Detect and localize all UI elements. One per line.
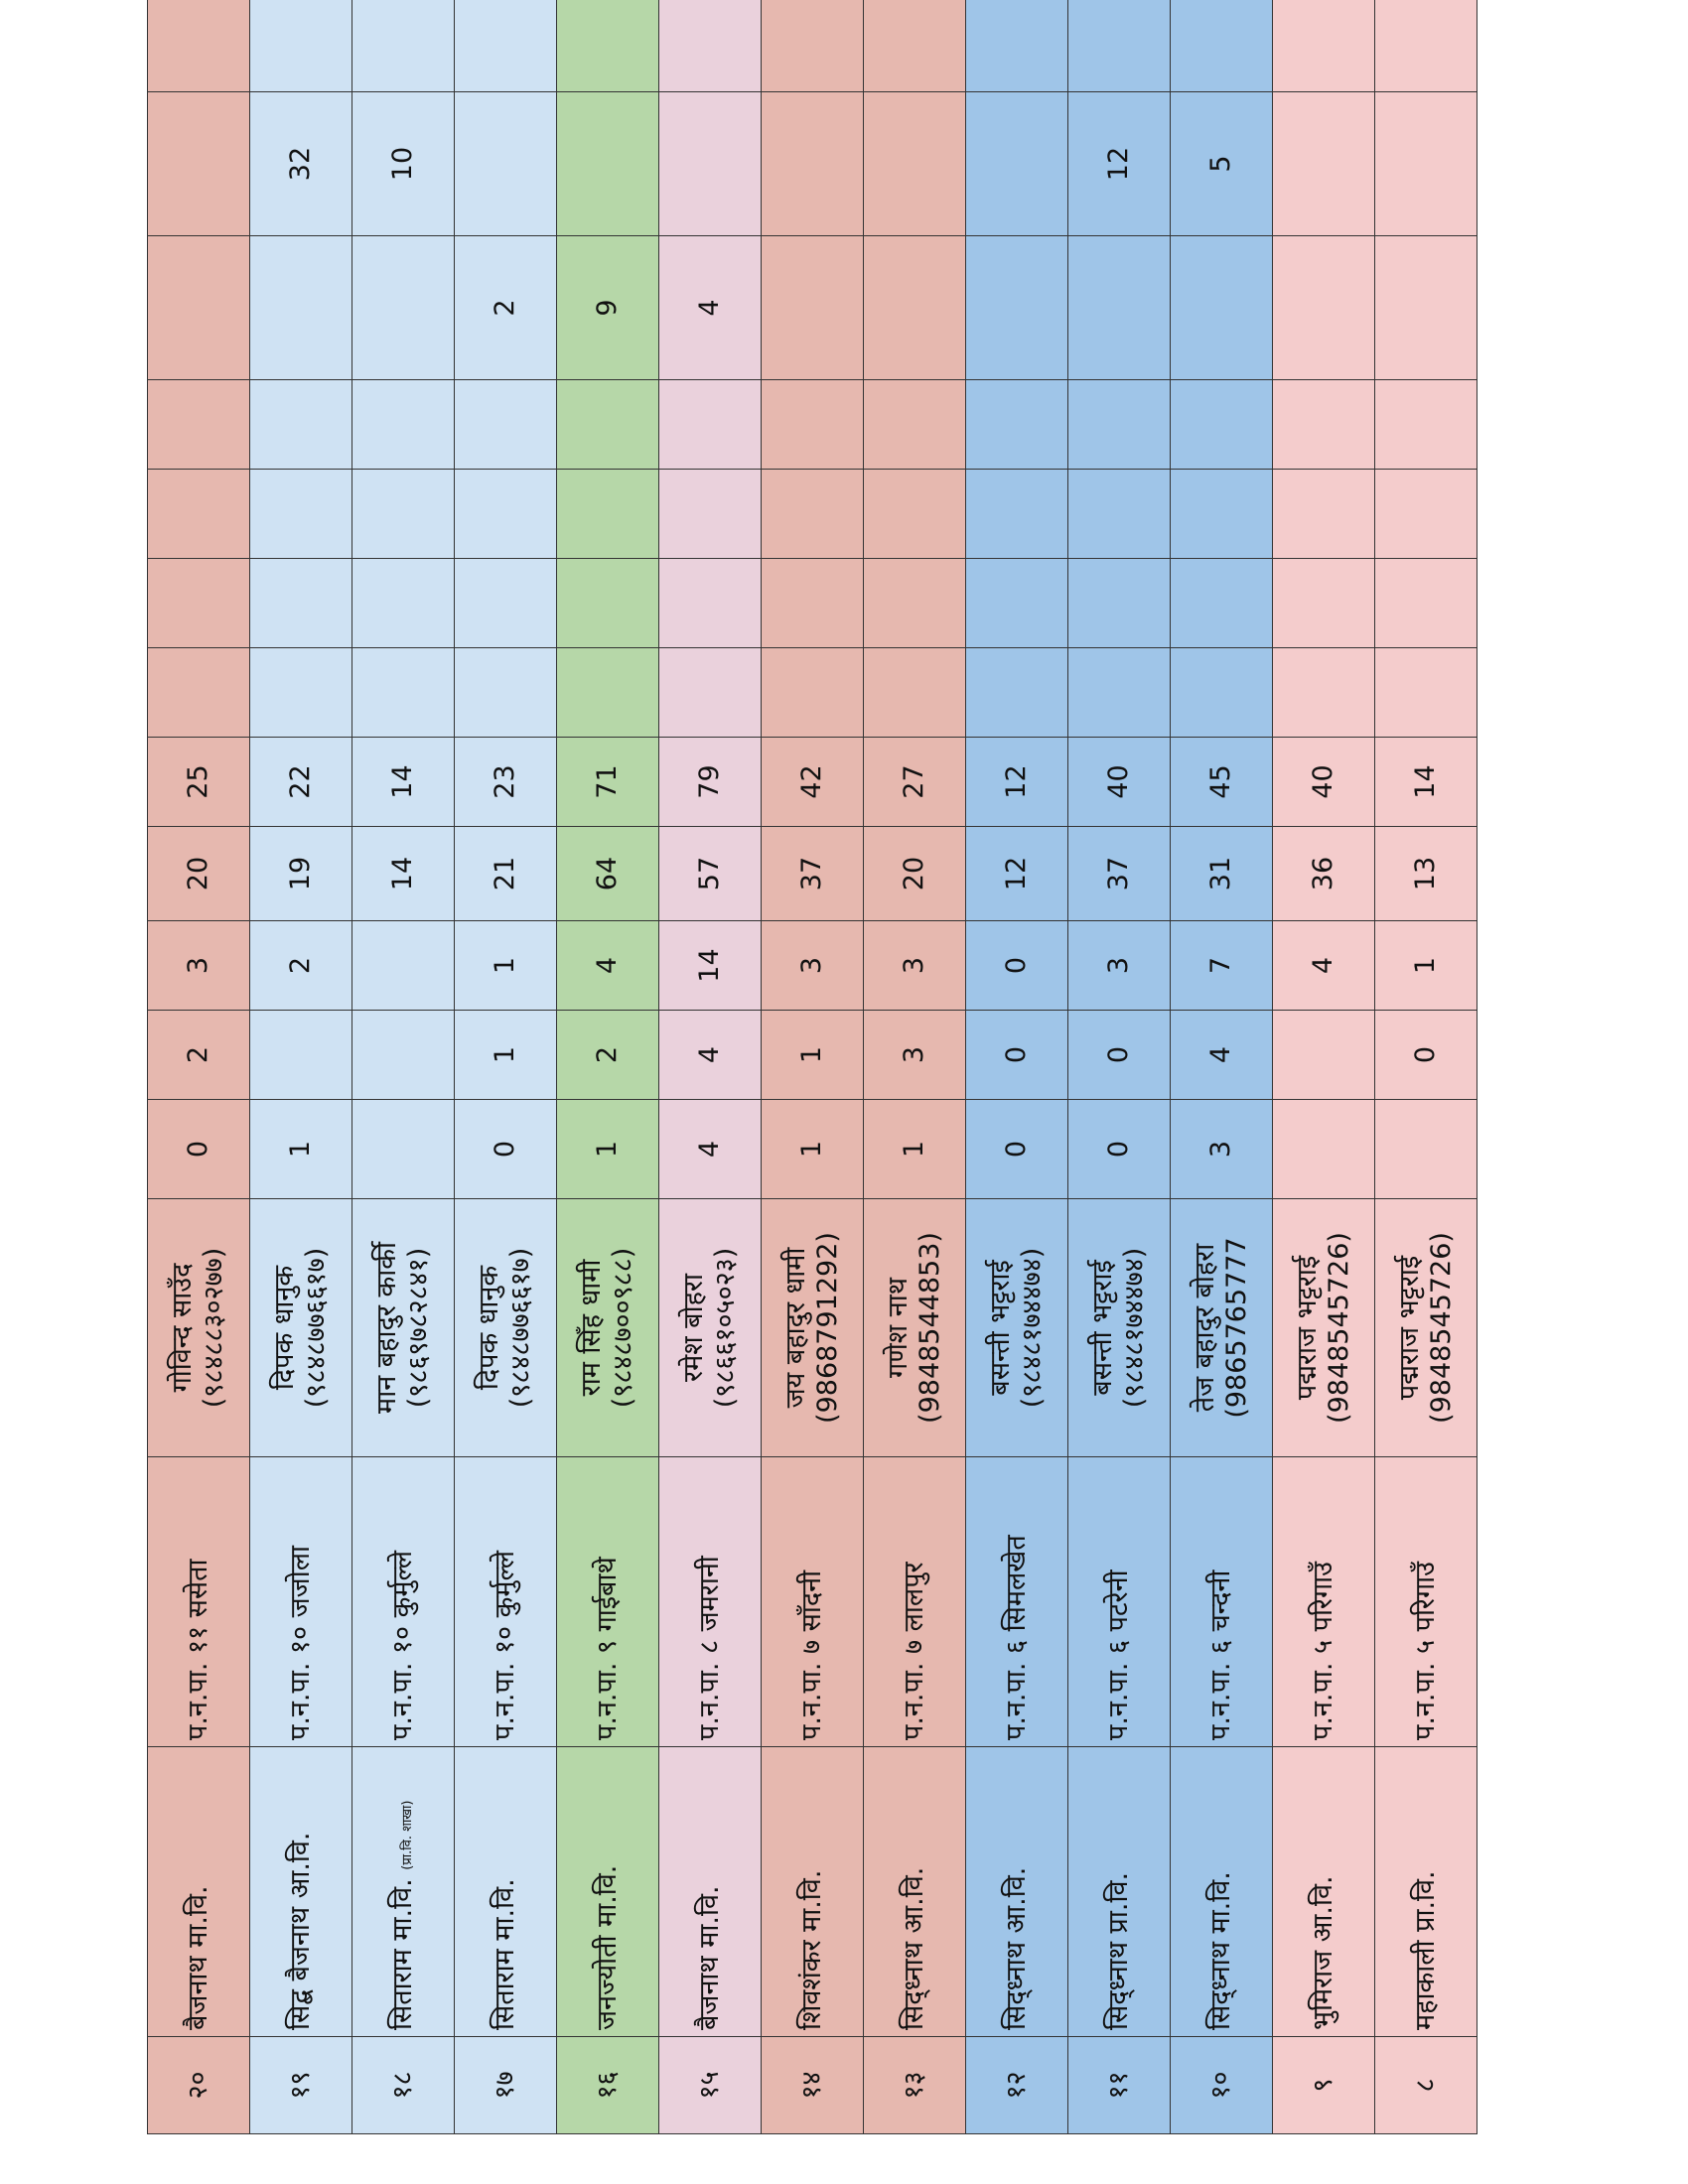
contact-phone: (9868791292) — [812, 1232, 843, 1424]
value-cell-c3: 1 — [1375, 921, 1477, 1011]
school-name-cell — [966, 1747, 1068, 2037]
value-cell-c12 — [1068, 0, 1171, 92]
value-cell-c10 — [966, 236, 1068, 380]
value-cell-c7 — [1375, 559, 1477, 648]
table-row — [1068, 0, 1171, 2134]
value-cell-c12 — [1171, 0, 1273, 92]
value-cell-c9 — [762, 380, 864, 470]
value-cell-c11: 12 — [1068, 92, 1171, 236]
value-cell-c5: 14 — [352, 738, 455, 827]
value-cell-c2: 1 — [762, 1011, 864, 1100]
value-cell-c4: 57 — [659, 827, 762, 921]
value-cell-c8 — [557, 470, 659, 559]
value-cell-c8 — [352, 470, 455, 559]
value-cell-c4: 37 — [1068, 827, 1171, 921]
address-cell: प.न.पा. ७ लालपुर — [864, 1457, 966, 1747]
value-cell-c9 — [1375, 380, 1477, 470]
contact-name: तेज बहादुर बोहरा — [1189, 1243, 1220, 1413]
address-cell: प.न.पा. ८ जमरानी — [659, 1457, 762, 1747]
value-cell-c8 — [1273, 470, 1375, 559]
contact-cell — [762, 1199, 864, 1457]
address-cell: प.न.पा. १० कुर्मुल्ले — [352, 1457, 455, 1747]
value-cell-c3: 3 — [148, 921, 250, 1011]
value-cell-c9 — [148, 380, 250, 470]
value-cell-c2: 0 — [1375, 1011, 1477, 1100]
value-cell-c4: 37 — [762, 827, 864, 921]
serial-number-cell: १० — [1171, 2037, 1273, 2134]
school-name: बैजनाथ मा.वि. — [182, 1885, 213, 2030]
contact-cell — [1171, 1199, 1273, 1457]
table-row — [864, 0, 966, 2134]
serial-number-cell: ९ — [1273, 2037, 1375, 2134]
value-cell-c9 — [352, 380, 455, 470]
value-cell-c6 — [1375, 648, 1477, 738]
value-cell-c11 — [1273, 92, 1375, 236]
value-cell-c12 — [864, 0, 966, 92]
value-cell-c6 — [1273, 648, 1375, 738]
value-cell-c11 — [864, 92, 966, 236]
value-cell-c6 — [1171, 648, 1273, 738]
value-cell-c1: 1 — [250, 1100, 352, 1199]
value-cell-c8 — [1068, 470, 1171, 559]
value-cell-c2: 2 — [148, 1011, 250, 1100]
value-cell-c4: 14 — [352, 827, 455, 921]
value-cell-c10 — [1375, 236, 1477, 380]
school-name: सिद्ध्नाथ मा.वि. — [1204, 1871, 1236, 2030]
value-cell-c12 — [659, 0, 762, 92]
address-cell: प.न.पा. ६ सिमलखेत — [966, 1457, 1068, 1747]
value-cell-c3: 1 — [455, 921, 557, 1011]
value-cell-c7 — [762, 559, 864, 648]
address-cell: प.न.पा. ६ चन्दनी — [1171, 1457, 1273, 1747]
value-cell-c9 — [1273, 380, 1375, 470]
value-cell-c1: 0 — [966, 1100, 1068, 1199]
table-row — [557, 0, 659, 2134]
value-cell-c3: 3 — [1068, 921, 1171, 1011]
value-cell-c4: 31 — [1171, 827, 1273, 921]
value-cell-c12 — [557, 0, 659, 92]
value-cell-c9 — [864, 380, 966, 470]
value-cell-c7 — [557, 559, 659, 648]
school-name-cell — [864, 1747, 966, 2037]
value-cell-c6 — [250, 648, 352, 738]
table-row — [659, 0, 762, 2134]
serial-number-cell: १३ — [864, 2037, 966, 2134]
contact-phone: (९८६६१०५०२३) — [710, 1247, 741, 1409]
value-cell-c12 — [1375, 0, 1477, 92]
value-cell-c7 — [250, 559, 352, 648]
contact-name: दिपक धानुक — [268, 1265, 300, 1391]
value-cell-c11 — [557, 92, 659, 236]
value-cell-c6 — [659, 648, 762, 738]
serial-number-cell: ११ — [1068, 2037, 1171, 2134]
school-name: महाकाली प्रा.वि. — [1409, 1870, 1441, 2030]
contact-cell — [1375, 1199, 1477, 1457]
value-cell-c5: 42 — [762, 738, 864, 827]
value-cell-c4: 64 — [557, 827, 659, 921]
value-cell-c5: 71 — [557, 738, 659, 827]
address-cell: प.न.पा. ६ पटरेनी — [1068, 1457, 1171, 1747]
value-cell-c6 — [864, 648, 966, 738]
value-cell-c1 — [1273, 1100, 1375, 1199]
school-name-cell — [659, 1747, 762, 2037]
school-name-cell — [557, 1747, 659, 2037]
value-cell-c7 — [659, 559, 762, 648]
school-name: सिद्ध्नाथ आ.वि. — [1000, 1866, 1032, 2030]
contact-cell — [148, 1199, 250, 1457]
value-cell-c2: 3 — [864, 1011, 966, 1100]
value-cell-c8 — [659, 470, 762, 559]
contact-cell — [352, 1199, 455, 1457]
address-cell: प.न.पा. ११ ससेता — [148, 1457, 250, 1747]
value-cell-c2: 0 — [966, 1011, 1068, 1100]
school-name-cell — [1068, 1747, 1171, 2037]
value-cell-c1: 0 — [455, 1100, 557, 1199]
value-cell-c11: 32 — [250, 92, 352, 236]
contact-cell — [659, 1199, 762, 1457]
serial-number-cell: ८ — [1375, 2037, 1477, 2134]
table-row — [1171, 0, 1273, 2134]
value-cell-c6 — [455, 648, 557, 738]
value-cell-c10 — [864, 236, 966, 380]
table-row — [1273, 0, 1375, 2134]
contact-name: गणेश नाथ — [882, 1278, 914, 1378]
serial-number-cell: १४ — [762, 2037, 864, 2134]
value-cell-c8 — [1171, 470, 1273, 559]
value-cell-c11 — [1375, 92, 1477, 236]
school-name: सिद्ध्नाथ आ.वि. — [898, 1866, 929, 2030]
value-cell-c7 — [966, 559, 1068, 648]
value-cell-c10 — [250, 236, 352, 380]
value-cell-c3: 3 — [864, 921, 966, 1011]
serial-number-cell: १५ — [659, 2037, 762, 2134]
value-cell-c9 — [966, 380, 1068, 470]
table-row — [352, 0, 455, 2134]
value-cell-c10 — [1273, 236, 1375, 380]
value-cell-c1: 1 — [864, 1100, 966, 1199]
table-row — [1375, 0, 1477, 2134]
value-cell-c1: 1 — [557, 1100, 659, 1199]
value-cell-c11 — [148, 92, 250, 236]
serial-number-cell: १६ — [557, 2037, 659, 2134]
school-name: शिवशंकर मा.वि. — [795, 1869, 827, 2030]
value-cell-c10: 2 — [455, 236, 557, 380]
contact-name: पद्मराज भट्टराई — [1291, 1255, 1323, 1401]
contact-cell — [557, 1199, 659, 1457]
value-cell-c4: 20 — [864, 827, 966, 921]
value-cell-c7 — [352, 559, 455, 648]
contact-name: राम सिँह धामी — [575, 1259, 607, 1397]
value-cell-c7 — [1068, 559, 1171, 648]
value-cell-c5: 23 — [455, 738, 557, 827]
value-cell-c5: 45 — [1171, 738, 1273, 827]
value-cell-c1: 0 — [148, 1100, 250, 1199]
value-cell-c7 — [1273, 559, 1375, 648]
contact-phone: (९८४८७७६६१७) — [505, 1247, 536, 1409]
contact-phone: (9865765777 — [1221, 1237, 1252, 1419]
school-name: भुमिराज आ.वि. — [1307, 1875, 1338, 2030]
value-cell-c6 — [762, 648, 864, 738]
value-cell-c5: 40 — [1273, 738, 1375, 827]
value-cell-c3: 4 — [557, 921, 659, 1011]
value-cell-c6 — [1068, 648, 1171, 738]
address-cell: प.न.पा. ७ साँदनी — [762, 1457, 864, 1747]
table-row — [250, 0, 352, 2134]
contact-phone: (9848545726) — [1324, 1232, 1354, 1424]
contact-name: पद्मराज भट्टराई — [1393, 1255, 1425, 1401]
school-name-cell — [762, 1747, 864, 2037]
school-name: सिद्ध्नाथ प्रा.वि. — [1102, 1871, 1134, 2030]
contact-phone: (९८६९७८२८४१) — [403, 1247, 434, 1409]
value-cell-c7 — [148, 559, 250, 648]
address-cell: प.न.पा. ५ परिगाउँ — [1273, 1457, 1375, 1747]
contact-name: जय बहादुर धामी — [779, 1247, 811, 1409]
school-name-cell — [1273, 1747, 1375, 2037]
value-cell-c5: 22 — [250, 738, 352, 827]
school-name: सिद्ब बैजनाथ आ.वि. — [284, 1832, 316, 2030]
address-cell: प.न.पा. ५ परिगाउँ — [1375, 1457, 1477, 1747]
contact-cell — [864, 1199, 966, 1457]
value-cell-c5: 25 — [148, 738, 250, 827]
value-cell-c2: 4 — [1171, 1011, 1273, 1100]
value-cell-c12 — [455, 0, 557, 92]
value-cell-c12 — [966, 0, 1068, 92]
value-cell-c4: 13 — [1375, 827, 1477, 921]
contact-phone: (९८४८१७४४७४) — [1119, 1247, 1150, 1409]
contact-name: बसन्ती भट्टराई — [984, 1260, 1016, 1396]
address-cell: प.न.पा. १० जजोला — [250, 1457, 352, 1747]
contact-phone: (९८४८७७६६१७) — [301, 1247, 332, 1409]
school-data-table — [147, 0, 1477, 2134]
value-cell-c11 — [455, 92, 557, 236]
value-cell-c2 — [352, 1011, 455, 1100]
value-cell-c8 — [864, 470, 966, 559]
value-cell-c1: 4 — [659, 1100, 762, 1199]
table-row — [762, 0, 864, 2134]
value-cell-c3: 7 — [1171, 921, 1273, 1011]
value-cell-c5: 14 — [1375, 738, 1477, 827]
value-cell-c7 — [864, 559, 966, 648]
value-cell-c4: 19 — [250, 827, 352, 921]
value-cell-c9 — [1068, 380, 1171, 470]
school-name-cell — [352, 1747, 455, 2037]
value-cell-c10 — [1171, 236, 1273, 380]
value-cell-c11: 10 — [352, 92, 455, 236]
rotated-page — [147, 146, 1477, 2134]
value-cell-c3: 2 — [250, 921, 352, 1011]
contact-cell — [966, 1199, 1068, 1457]
contact-phone: (9848545726) — [1426, 1232, 1457, 1424]
school-name-cell — [1171, 1747, 1273, 2037]
value-cell-c5: 27 — [864, 738, 966, 827]
value-cell-c9 — [455, 380, 557, 470]
value-cell-c2: 1 — [455, 1011, 557, 1100]
contact-name: रमेश बोहरा — [677, 1274, 709, 1382]
school-name: सिताराम मा.वि. — [386, 1878, 418, 2030]
contact-cell — [1273, 1199, 1375, 1457]
school-name: जनज्योती मा.वि. — [591, 1864, 623, 2030]
school-name-cell — [455, 1747, 557, 2037]
value-cell-c6 — [148, 648, 250, 738]
value-cell-c5: 12 — [966, 738, 1068, 827]
value-cell-c9 — [659, 380, 762, 470]
value-cell-c2: 0 — [1068, 1011, 1171, 1100]
school-note: (प्रा.वि. शाखा) — [399, 1800, 415, 1870]
table-row — [455, 0, 557, 2134]
value-cell-c2: 2 — [557, 1011, 659, 1100]
value-cell-c12 — [1273, 0, 1375, 92]
serial-number-cell: १२ — [966, 2037, 1068, 2134]
value-cell-c8 — [250, 470, 352, 559]
value-cell-c9 — [250, 380, 352, 470]
value-cell-c10: 9 — [557, 236, 659, 380]
contact-name: दिपक धानुक — [473, 1265, 504, 1391]
value-cell-c5: 40 — [1068, 738, 1171, 827]
value-cell-c2 — [250, 1011, 352, 1100]
table-row — [148, 0, 250, 2134]
value-cell-c8 — [148, 470, 250, 559]
contact-name: मान बहादुर कार्की — [370, 1242, 402, 1414]
value-cell-c8 — [762, 470, 864, 559]
value-cell-c10 — [352, 236, 455, 380]
school-name: बैजनाथ मा.वि. — [693, 1885, 725, 2030]
value-cell-c2: 4 — [659, 1011, 762, 1100]
value-cell-c11 — [966, 92, 1068, 236]
value-cell-c7 — [1171, 559, 1273, 648]
value-cell-c1: 3 — [1171, 1100, 1273, 1199]
contact-phone: (9848544853) — [914, 1232, 945, 1424]
serial-number-cell: १८ — [352, 2037, 455, 2134]
address-cell: प.न.पा. ९ गाईबाथे — [557, 1457, 659, 1747]
value-cell-c3: 0 — [966, 921, 1068, 1011]
school-name-cell — [250, 1747, 352, 2037]
value-cell-c3: 14 — [659, 921, 762, 1011]
value-cell-c7 — [455, 559, 557, 648]
address-cell: प.न.पा. १० कुर्मुल्ले — [455, 1457, 557, 1747]
value-cell-c1: 0 — [1068, 1100, 1171, 1199]
value-cell-c5: 79 — [659, 738, 762, 827]
contact-cell — [250, 1199, 352, 1457]
contact-cell — [455, 1199, 557, 1457]
value-cell-c3 — [352, 921, 455, 1011]
value-cell-c1 — [352, 1100, 455, 1199]
value-cell-c9 — [557, 380, 659, 470]
table-row — [966, 0, 1068, 2134]
school-name-cell — [1375, 1747, 1477, 2037]
contact-phone: (९८४८१७४४७४) — [1017, 1247, 1048, 1409]
school-name: सिताराम मा.वि. — [489, 1878, 520, 2030]
value-cell-c3: 3 — [762, 921, 864, 1011]
value-cell-c8 — [455, 470, 557, 559]
contact-phone: (९८४८७००९८८) — [608, 1247, 638, 1409]
value-cell-c10 — [1068, 236, 1171, 380]
value-cell-c2 — [1273, 1011, 1375, 1100]
value-cell-c4: 36 — [1273, 827, 1375, 921]
value-cell-c10 — [148, 236, 250, 380]
value-cell-c4: 12 — [966, 827, 1068, 921]
value-cell-c11 — [659, 92, 762, 236]
value-cell-c10 — [762, 236, 864, 380]
value-cell-c6 — [966, 648, 1068, 738]
value-cell-c10: 4 — [659, 236, 762, 380]
value-cell-c12 — [352, 0, 455, 92]
contact-name: बसन्ती भट्टराई — [1086, 1260, 1118, 1396]
value-cell-c11: 5 — [1171, 92, 1273, 236]
value-cell-c4: 20 — [148, 827, 250, 921]
value-cell-c11 — [762, 92, 864, 236]
serial-number-cell: २० — [148, 2037, 250, 2134]
contact-name: गोविन्द साउँद — [166, 1263, 198, 1393]
school-name-cell — [148, 1747, 250, 2037]
contact-cell — [1068, 1199, 1171, 1457]
contact-phone: (९८४८८३०२७७) — [199, 1247, 229, 1409]
value-cell-c9 — [1171, 380, 1273, 470]
table-body — [148, 0, 1477, 2134]
value-cell-c1: 1 — [762, 1100, 864, 1199]
value-cell-c12 — [762, 0, 864, 92]
value-cell-c12 — [148, 0, 250, 92]
serial-number-cell: १७ — [455, 2037, 557, 2134]
value-cell-c8 — [1375, 470, 1477, 559]
value-cell-c8 — [966, 470, 1068, 559]
value-cell-c12 — [250, 0, 352, 92]
value-cell-c6 — [557, 648, 659, 738]
value-cell-c3: 4 — [1273, 921, 1375, 1011]
value-cell-c1 — [1375, 1100, 1477, 1199]
serial-number-cell: १९ — [250, 2037, 352, 2134]
value-cell-c6 — [352, 648, 455, 738]
value-cell-c4: 21 — [455, 827, 557, 921]
